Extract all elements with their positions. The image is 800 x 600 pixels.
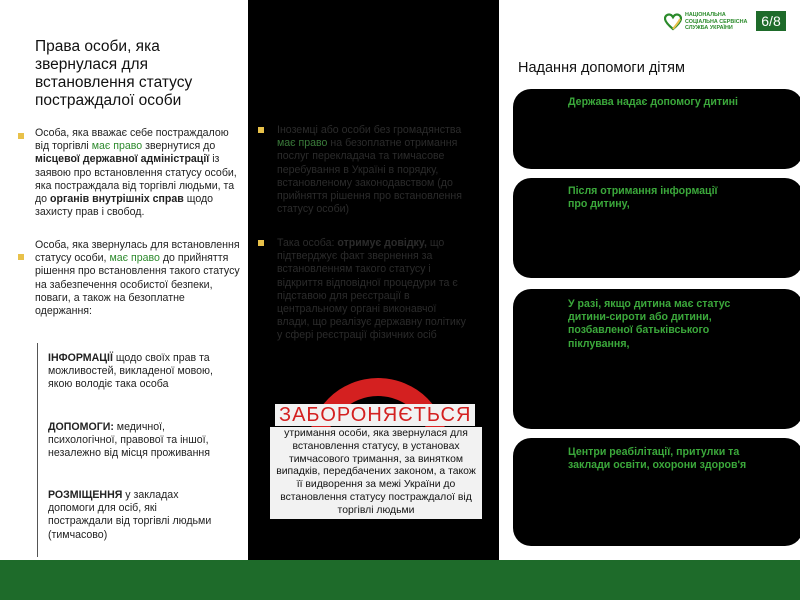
children-assistance-heading: Надання допомоги дітям (518, 60, 685, 76)
page-number: 6/8 (756, 11, 786, 31)
card-text: Після отримання інформації про дитину, (568, 185, 718, 211)
page-title: Права особи, яка звернулася для встановлення статусу постраждалої особи (35, 38, 193, 109)
logo-line-1: НАЦІОНАЛЬНА (685, 12, 726, 18)
bullet-icon (18, 254, 24, 260)
bullet-icon (18, 133, 24, 139)
list-item-assistance: ДОПОМОГИ: медичної, психологічної, правової та іншої, незалежно від місця проживання (48, 421, 211, 460)
certificate-paragraph: Така особа: отримує довідку, що підтверджує факт звернення за встановленням такого статусу і відкриття відповідної процедури та є підставою для реєстрації в центральному органі виконавчої влади, що реалізує державну політику у сфері реєстрації фізичних осіб (277, 237, 466, 342)
logo-line-3: СЛУЖБА УКРАЇНИ (685, 25, 733, 32)
prohibited-text: утримання особи, яка звернулася для встановлення статусу, в установах тимчасового тримання, за винятком випадків, передбачених законом, а також її видворення за межі України до встановлення статусу постраждалої від торгівлі людьми (270, 427, 482, 519)
bullet-icon (258, 127, 264, 133)
foreigners-paragraph: Іноземці або особи без громадянства має право на безоплатне отримання послуг перекладача та тимчасове перебування в Україні в порядку, встановленому законодавством (до прийняття рішення про встановлення статусу особи) (277, 124, 462, 216)
rights-paragraph-2: Особа, яка звернулась для встановлення статусу особи, має право до прийняття рішення про встановлення такого статусу на забезпечення особистої безпеки, поваги, а також на безоплатне одержання: (35, 239, 240, 318)
nssu-logo (664, 11, 754, 35)
card-text: Держава надає допомогу дитині (568, 96, 738, 108)
logo-line-2: СОЦІАЛЬНА СЕРВІСНА (685, 18, 748, 25)
prohibited-heading: ЗАБОРОНЯЄТЬСЯ (275, 404, 475, 426)
divider-line (37, 343, 38, 557)
card-text: Центри реабілітації, притулки та заклади освіти, охорони здоров'я (568, 446, 747, 472)
list-item-accommodation: РОЗМІЩЕННЯ у закладах допомоги для осіб, які постраждали від торгівлі людьми (тимчасово) (48, 489, 212, 541)
heart-logo-icon (664, 13, 682, 31)
rights-paragraph-1: Особа, яка вважає себе постраждалою від торгівлі має право звернутися до місцевої державної адміністрації із заявою про встановлення статусу особи, яка постраждала від торгівлі людьми, та до органів внутрішніх справ щодо захисту прав і свобод. (35, 127, 237, 219)
card-text: У разі, якщо дитина має статус дитини-сироти або дитини, позбавленої батьківського піклування, (568, 298, 731, 350)
list-item-information: ІНФОРМАЦІЇ щодо своїх прав та можливостей, викладеної мовою, якою володіє така особа (48, 352, 213, 391)
bullet-icon (258, 240, 264, 246)
footer-bar (0, 560, 800, 600)
